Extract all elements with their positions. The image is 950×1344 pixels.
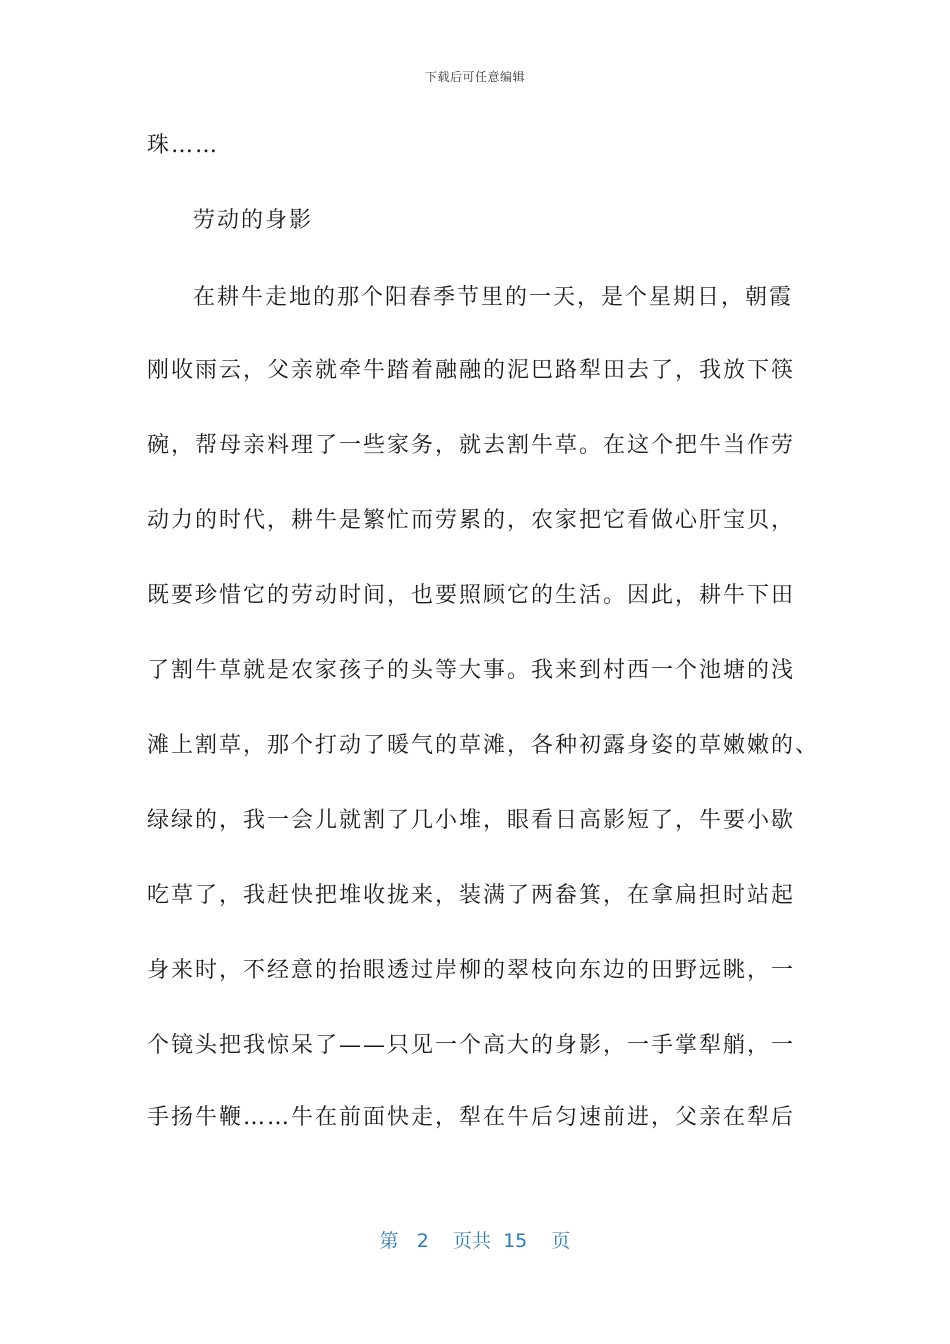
- text-line: 身来时，不经意的抬眼透过岸柳的翠枝向东边的田野远眺，一: [147, 958, 796, 983]
- current-page-number: 2: [416, 1230, 429, 1252]
- page-footer: [0, 1226, 950, 1253]
- text-line: 了割牛草就是农家孩子的头等大事。我来到村西一个池塘的浅: [147, 658, 796, 683]
- total-pages-number: 15: [503, 1230, 528, 1252]
- footer-suffix: 页: [551, 1230, 571, 1252]
- text-line: 吃草了，我赶快把堆收拢来，装满了两畚箕，在拿扁担时站起: [147, 883, 796, 908]
- section-heading: 劳动的身影: [193, 208, 314, 233]
- text-line: 个镜头把我惊呆了——只见一个高大的身影，一手掌犁艄，一: [147, 1033, 796, 1058]
- footer-middle: 页共: [452, 1230, 491, 1252]
- text-line: 刚收雨云，父亲就牵牛踏着融融的泥巴路犁田去了，我放下筷: [147, 358, 796, 383]
- footer-prefix: 第: [379, 1230, 399, 1252]
- text-line: 碗，帮母亲料理了一些家务，就去割牛草。在这个把牛当作劳: [147, 433, 796, 458]
- text-line: 既要珍惜它的劳动时间，也要照顾它的生活。因此，耕牛下田: [147, 583, 796, 608]
- text-line: 珠……: [147, 133, 220, 158]
- text-line: 动力的时代，耕牛是繁忙而劳累的，农家把它看做心肝宝贝，: [147, 508, 796, 533]
- text-line: 滩上割草，那个打动了暖气的草滩，各种初露身姿的草嫩嫩的、: [147, 733, 820, 758]
- text-line: 手扬牛鞭……牛在前面快走，犁在牛后匀速前进，父亲在犁后: [147, 1105, 796, 1130]
- page-header: 下载后可任意编辑: [424, 70, 525, 84]
- paragraph-first-line: 在耕牛走地的那个阳春季节里的一天，是个星期日，朝霞: [193, 285, 794, 310]
- text-line: 绿绿的，我一会儿就割了几小堆，眼看日高影短了，牛要小歇: [147, 808, 796, 833]
